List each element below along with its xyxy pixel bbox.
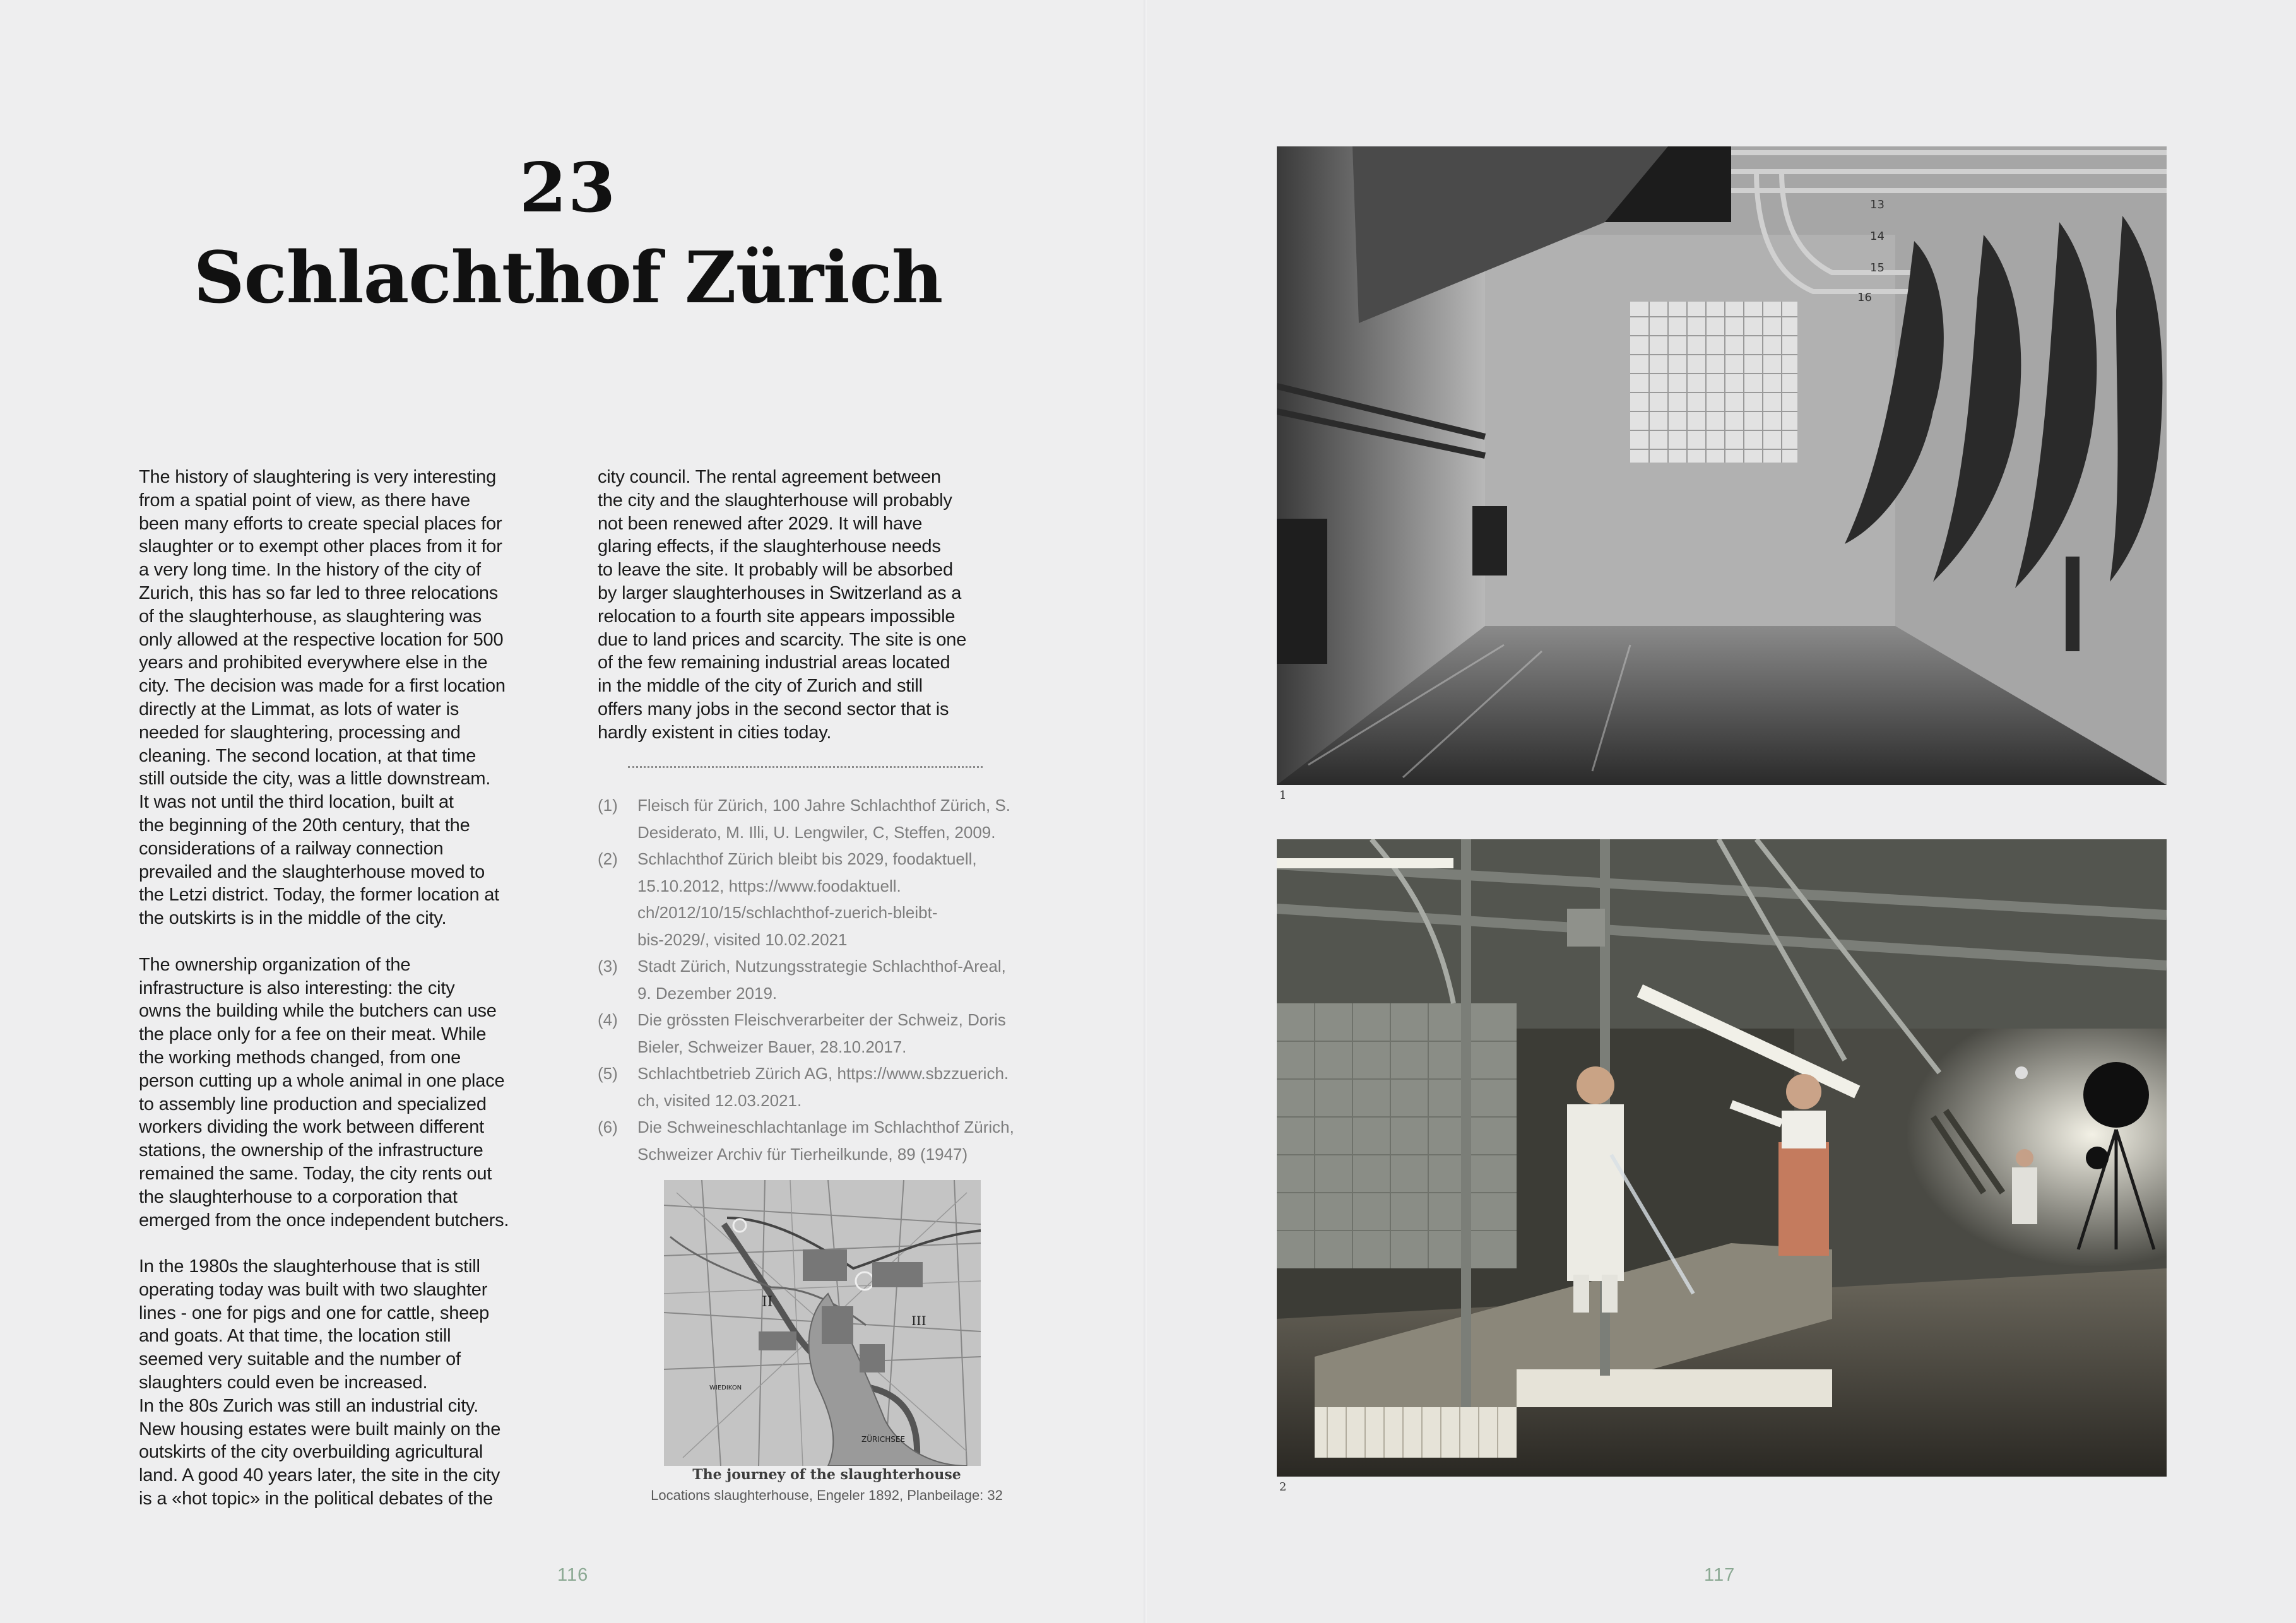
map-label-iii: III (911, 1313, 926, 1328)
reference-item (598, 1114, 1052, 1167)
reference-item (598, 953, 1052, 1006)
reference-number: (4) (598, 1010, 618, 1029)
photo1-rail-number: 13 (1870, 198, 1885, 211)
reference-text: Die grössten Fleischverarbeiter der Schweiz, Doris Bieler, Schweizer Bauer, 28.10.2017. (637, 1010, 1006, 1056)
reference-number: (5) (598, 1064, 618, 1083)
map-label-wiedikon: WIEDIKON (709, 1384, 742, 1391)
left-page (0, 0, 1147, 1623)
map-label-ii: II (762, 1294, 773, 1310)
reference-number: (6) (598, 1118, 618, 1136)
page-number-left: 116 (557, 1565, 589, 1585)
map-caption-subtitle: Locations slaughterhouse, Engeler 1892, Planbeilage: 32 (651, 1487, 1003, 1503)
photo2-drawing (1277, 839, 2167, 1477)
reference-number: (3) (598, 957, 618, 976)
reference-item (598, 792, 1052, 846)
chapter-number: 23 (519, 148, 617, 228)
photo1-rail-number: 15 (1870, 261, 1885, 274)
reference-text: Schlachthof Zürich bleibt bis 2029, foodaktuell, 15.10.2012, https://www.foodaktuell. ch/2012/10/15/schlachthof-zuerich-bleibt- bis-2029/, visited 10.02.2021 (637, 849, 977, 949)
reference-item (598, 1060, 1052, 1114)
reference-text: Fleisch für Zürich, 100 Jahre Schlachthof Zürich, S. Desiderato, M. Illi, U. Lengwiler, C, Steffen, 2009. (637, 796, 1011, 842)
references-list (598, 792, 1052, 1167)
reference-number: (2) (598, 849, 618, 868)
body-text-column-2: city council. The rental agreement between the city and the slaughterhouse will probably not been renewed after 2029. It will have glaring effects, if the slaughterhouse needs to leave the site. It probably will be absorbed by larger slaughterhouses in Switzerland as a relocation to a fourth site appears impossible due to land prices and scarcity. The site is one of the few remaining industrial areas located in the middle of the city of Zurich and still offers many jobs in the second sector that is hardly existent in cities today. (598, 467, 967, 743)
historic-map-drawing (664, 1180, 981, 1466)
chapter-title: Schlachthof Zürich (193, 237, 943, 319)
photo1-rail-number: 16 (1857, 291, 1872, 304)
page-number-right: 117 (1704, 1565, 1736, 1585)
map-label-zuerichsee: ZÜRICHSEE (861, 1435, 906, 1444)
photo1-drawing (1277, 146, 2167, 785)
photo1-rail-number: 14 (1870, 230, 1885, 243)
map-caption-title: The journey of the slaughterhouse (692, 1467, 961, 1483)
photo-cold-storage-carcasses (1277, 146, 2167, 785)
dotted-separator (628, 766, 983, 768)
reference-number: (1) (598, 796, 618, 815)
reference-item (598, 846, 1052, 953)
photo1-number: 1 (1279, 789, 1287, 802)
chapter-heading (189, 150, 947, 319)
body-text-column-1: The history of slaughtering is very interesting from a spatial point of view, as there have been many efforts to create special places for slaughter or to exempt other places from it for a very long time. In the history of the city of Zurich, this has so far led to three relocations of the slaughterhouse, as slaughtering was only allowed at the respective location for 500 years and prohibited everywhere else in the city. The decision was made for a first location directly at the Limmat, as lots of water is needed for slaughtering, processing and cleaning. The second location, at that time still outside the city, was a little downstream. It was not until the third location, built at the beginning of the 20th century, that the considerations of a railway connection prevailed and the slaughterhouse moved to the Letzi district. Today, the former location at the outskirts is in the middle of the city. The ownership organization of the infrastructure is also interesting: the city owns the building while the butchers can use the place only for a fee on their meat. While the working methods changed, from one person cutting up a whole animal in one place to assembly line production and specialized workers dividing the work between different stations, the ownership of the infrastructure remained the same. Today, the city rents out the slaughterhouse to a corporation that emerged from the once independent butchers. In the 1980s the slaughterhouse that is still operating today was built with two slaughter lines - one for pigs and one for cattle, sheep and goats. At that time, the location still seemed very suitable and the number of slaughters could even be increased. In the 80s Zurich was still an industrial city. New housing estates were built mainly on the outskirts of the city overbuilding agricultural land. A good 40 years later, the site in the city is a «hot topic» in the political debates of the (139, 467, 509, 1509)
photo2-number: 2 (1279, 1480, 1287, 1494)
reference-text: Schlachtbetrieb Zürich AG, https://www.sbzzuerich. ch, visited 12.03.2021. (637, 1064, 1009, 1110)
reference-item (598, 1006, 1052, 1060)
reference-text: Stadt Zürich, Nutzungsstrategie Schlachthof-Areal, 9. Dezember 2019. (637, 957, 1006, 1003)
historic-map-image (664, 1180, 981, 1466)
reference-text: Die Schweineschlachtanlage im Schlachthof Zürich, Schweizer Archiv für Tierheilkunde, 89 (1947) (637, 1118, 1014, 1164)
photo-slaughter-line-workers (1277, 839, 2167, 1477)
